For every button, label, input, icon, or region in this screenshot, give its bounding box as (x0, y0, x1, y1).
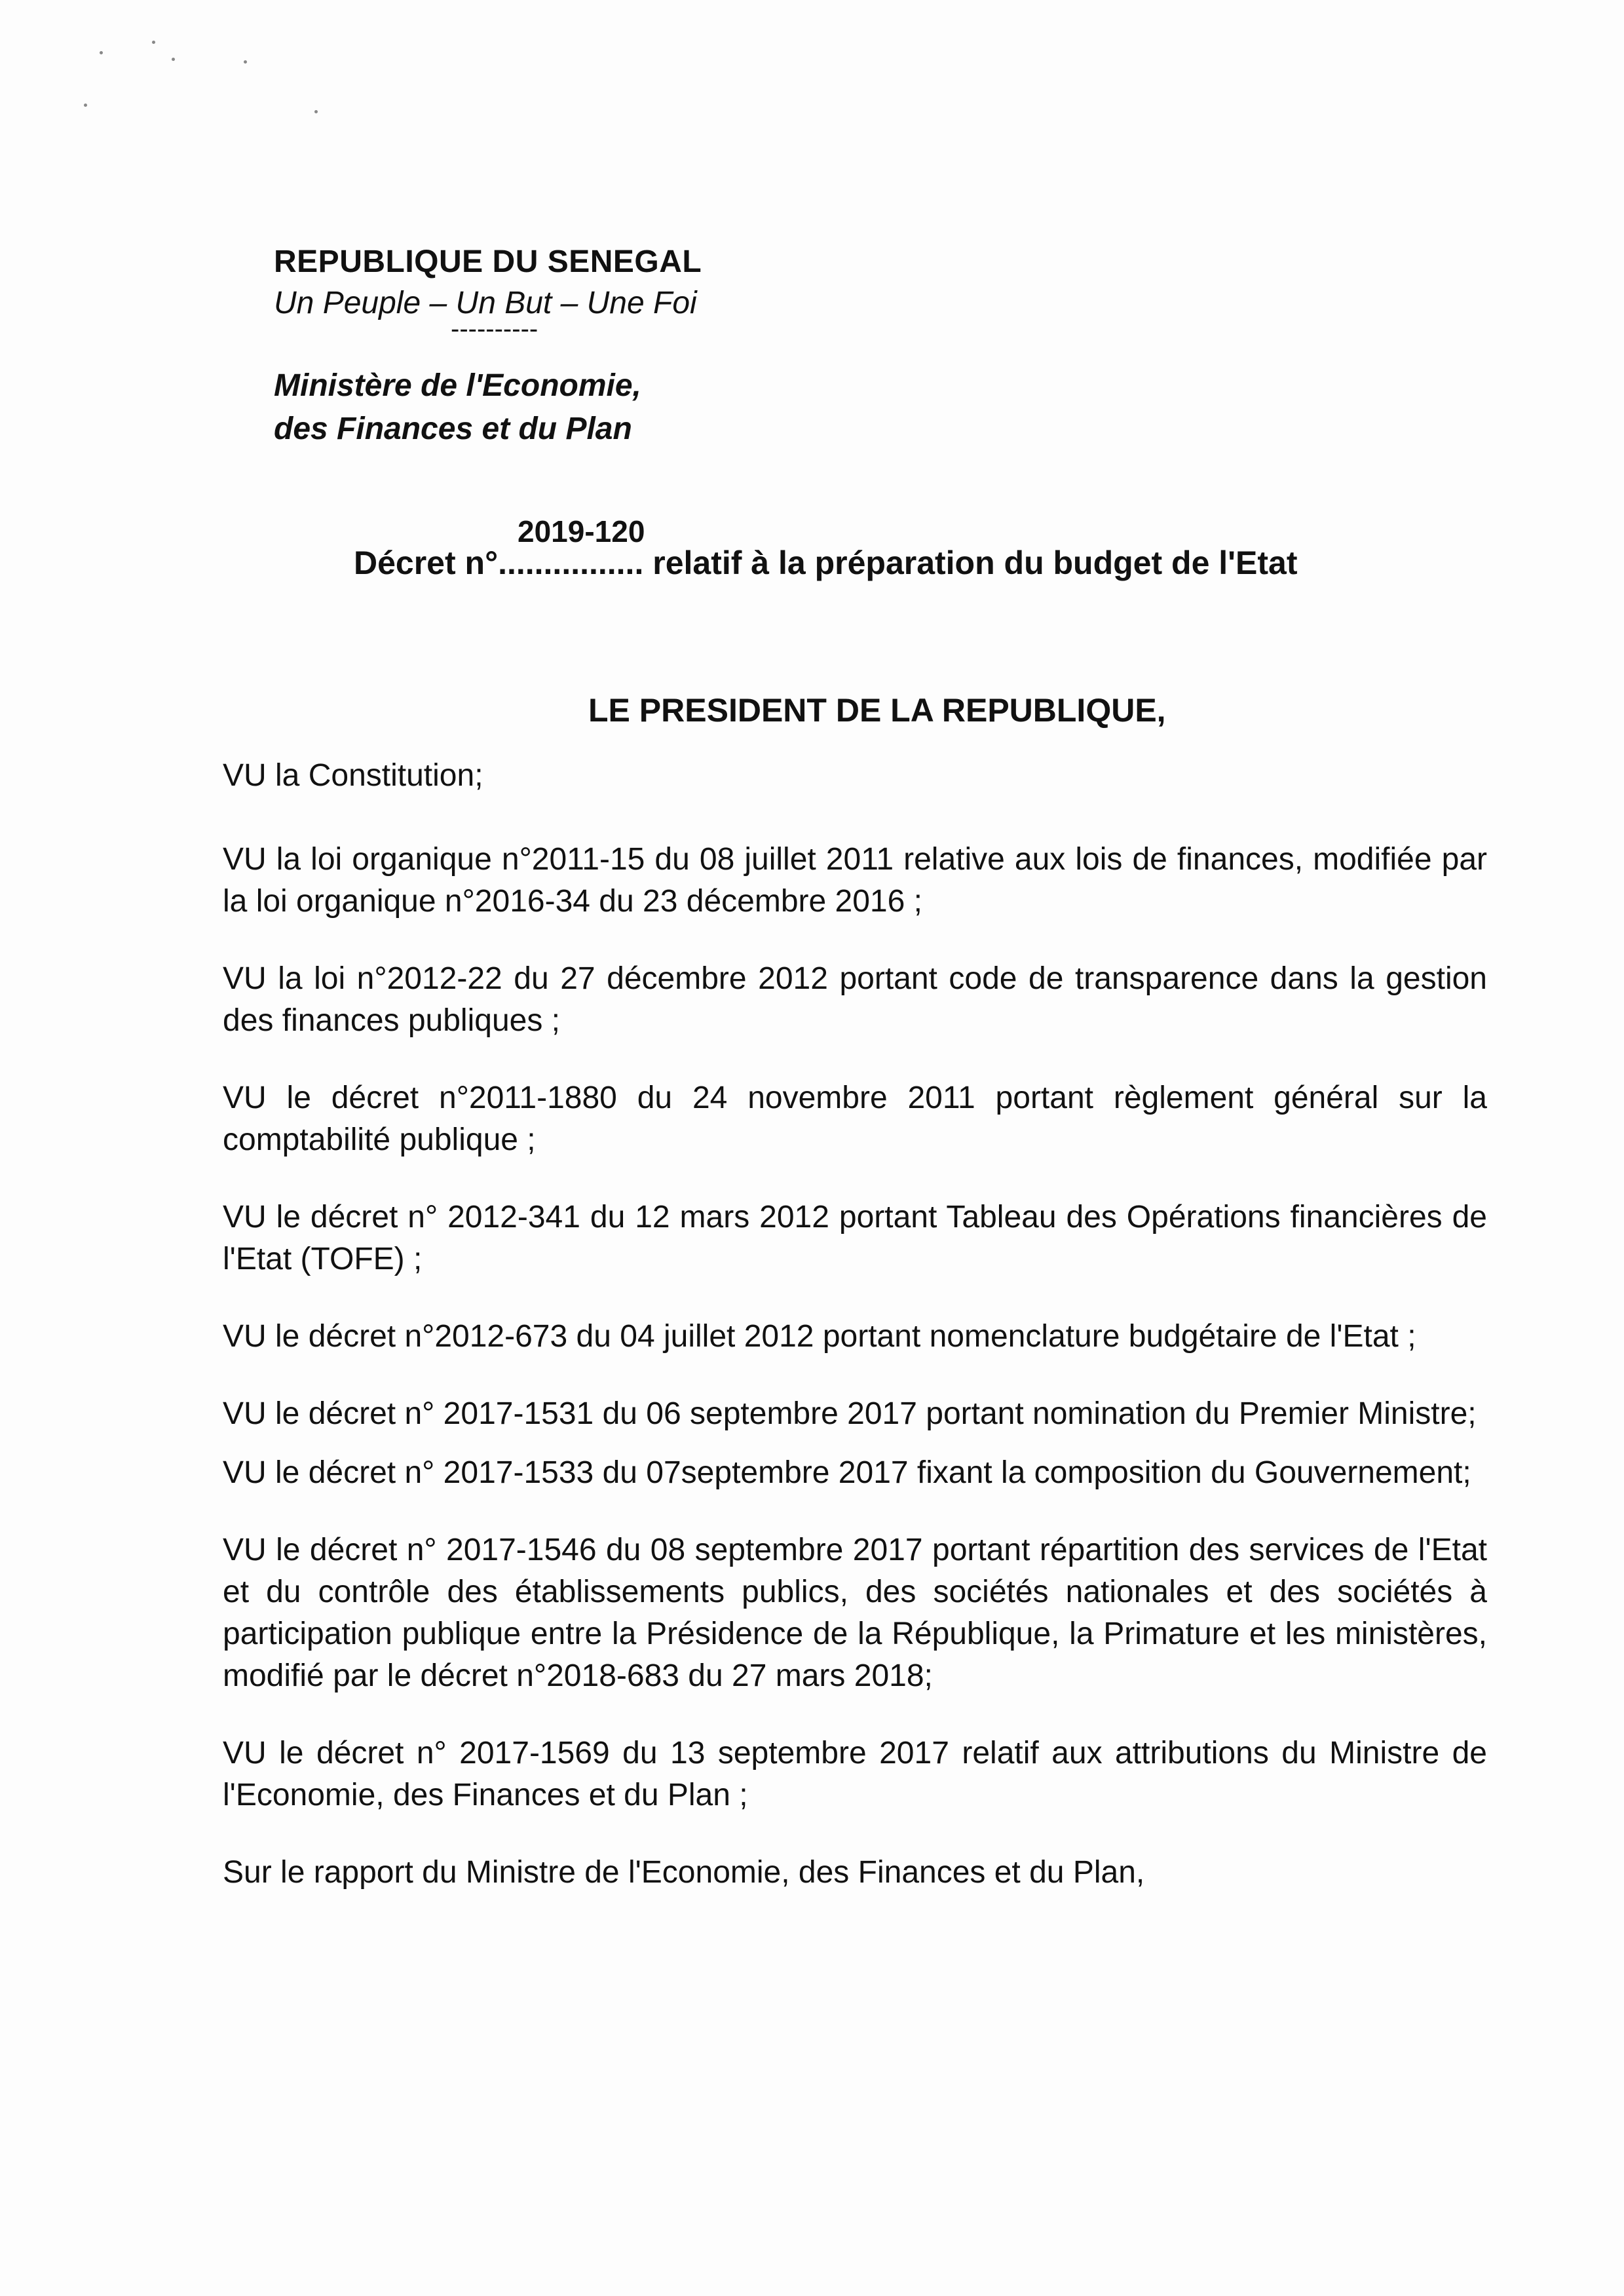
scan-speck (172, 58, 175, 61)
decree-body (223, 755, 1487, 1929)
visa-paragraph: VU le décret n°2011-1880 du 24 novembre 2011 portant règlement général sur la comptabilité publique ; (223, 1081, 1487, 1157)
visa-paragraph: VU le décret n°2012-673 du 04 juillet 2012 portant nomenclature budgétaire de l'Etat ; (223, 1319, 1416, 1354)
letterhead (274, 244, 772, 451)
scan-speck (314, 110, 318, 113)
report-line: Sur le rapport du Ministre de l'Economie, des Finances et du Plan, (223, 1855, 1145, 1890)
republic-name: REPUBLIQUE DU SENEGAL (274, 244, 702, 279)
ministry-line-2: des Finances et du Plan (274, 411, 632, 446)
scan-speck (244, 60, 247, 64)
decree-prefix: Décret n° (354, 545, 499, 581)
scan-speck (100, 51, 103, 54)
decree-number: 2019-120 (518, 514, 645, 548)
visa-paragraph: VU le décret n° 2017-1546 du 08 septembre 2017 portant répartition des services de l'Etat et du contrôle des établissements publics, des sociétés nationales et des sociétés à participation publique entre la Présidence de la République, la Primature et les ministères, modifié par le décret n°2018-683 du 27 mars 2018; (223, 1533, 1487, 1693)
national-motto: Un Peuple – Un But – Une Foi (274, 286, 697, 320)
decree-subject: relatif à la préparation du budget de l'Etat (652, 545, 1298, 581)
visa-paragraph: VU la loi n°2012-22 du 27 décembre 2012 portant code de transparence dans la gestion des finances publiques ; (223, 961, 1487, 1038)
motto-separator: ---------- (451, 315, 538, 343)
visa-paragraph: VU le décret n° 2017-1569 du 13 septembre 2017 relatif aux attributions du Ministre de l'Economie, des Finances et du Plan ; (223, 1736, 1487, 1812)
scan-speck (152, 41, 155, 44)
visa-paragraph: VU le décret n° 2012-341 du 12 mars 2012 portant Tableau des Opérations financières de l'Etat (TOFE) ; (223, 1200, 1487, 1276)
ministry-name (274, 364, 772, 451)
ministry-line-1: Ministère de l'Economie, (274, 368, 641, 403)
scan-speck (84, 104, 87, 107)
decree-title (354, 514, 1481, 582)
visa-paragraph: VU la Constitution; (223, 758, 483, 793)
decree-dots: ................ (498, 545, 644, 581)
president-heading: LE PRESIDENT DE LA REPUBLIQUE, (588, 692, 1166, 729)
visa-paragraph: VU le décret n° 2017-1533 du 07septembre 2017 fixant la composition du Gouvernement; (223, 1455, 1471, 1490)
visa-paragraph: VU la loi organique n°2011-15 du 08 juillet 2011 relative aux lois de finances, modifiée par la loi organique n°2016-34 du 23 décembre 2016 ; (223, 842, 1487, 919)
visa-paragraph: VU le décret n° 2017-1531 du 06 septembre 2017 portant nomination du Premier Ministre; (223, 1396, 1477, 1431)
